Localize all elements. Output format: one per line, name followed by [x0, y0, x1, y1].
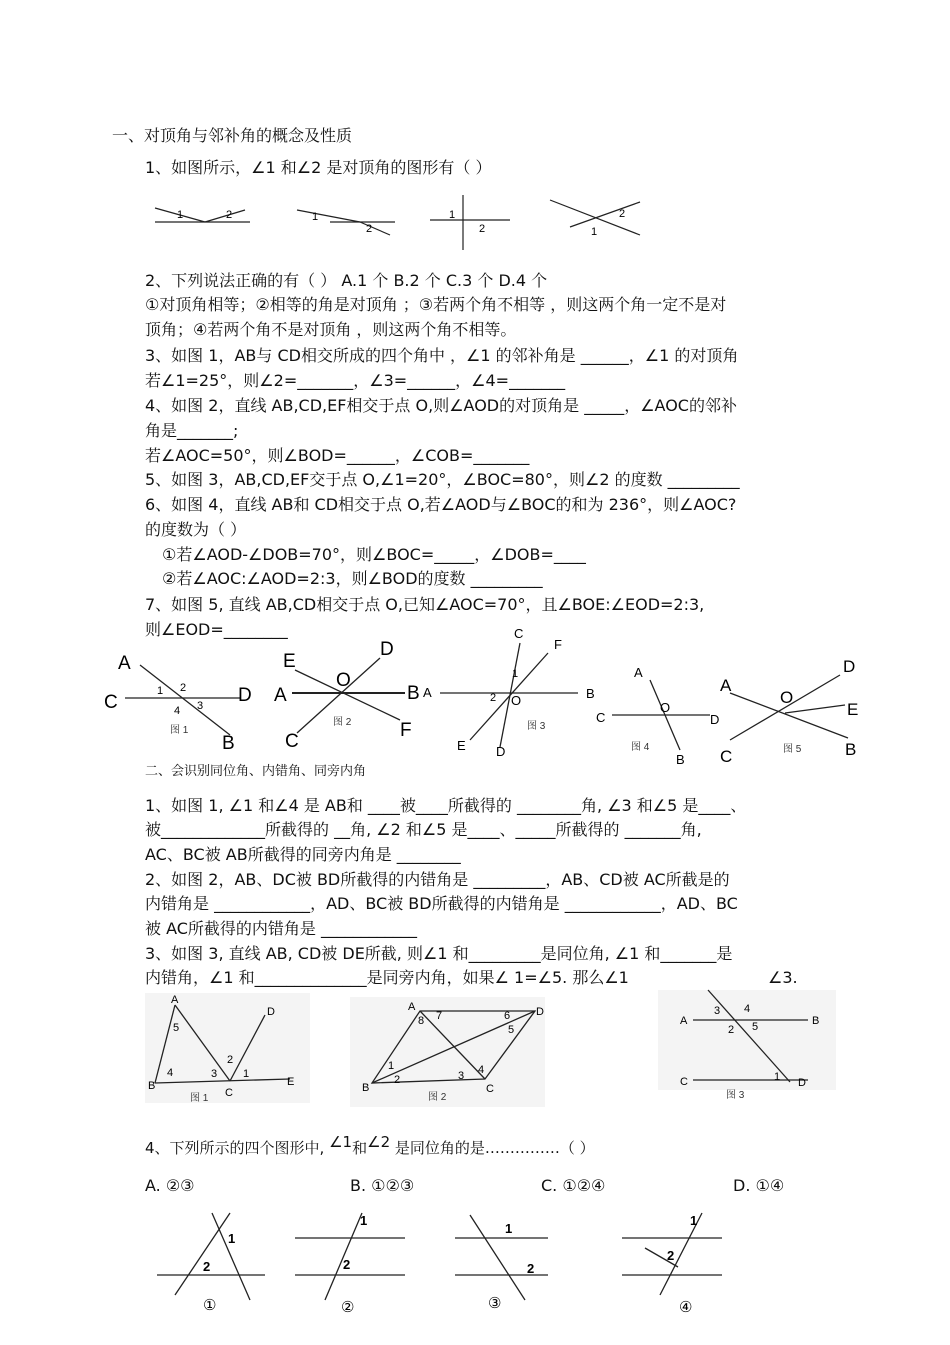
fig3-label-1: 1 — [512, 668, 519, 680]
photo-figure-1 — [145, 993, 310, 1103]
question-3-cont: 若∠1=25°，则∠2=_______，∠3=______，∠4=_______ — [145, 371, 566, 390]
p2-label-1: 1 — [388, 1060, 395, 1072]
fig4-label-o: O — [660, 700, 671, 715]
question-6-part1: ①若∠AOD-∠DOB=70°，则∠BOC=_____，∠DOB=____ — [162, 545, 586, 564]
p1-caption: 图 1 — [190, 1093, 209, 1104]
p3-label-a: A — [680, 1015, 688, 1027]
p2-label-b: B — [362, 1082, 370, 1094]
s2-question-1-cont2: AC、BC被 AB所截得的同旁内角是 ________ — [145, 845, 461, 864]
s2-question-3-tail: ∠3. — [768, 968, 798, 987]
fig3-label-c: C — [514, 626, 524, 641]
fig3-label-o: O — [511, 693, 522, 708]
p1-label-1: 1 — [243, 1068, 250, 1080]
fig2-angle-2: 2 — [366, 223, 373, 235]
fig3-label-f: F — [554, 637, 562, 652]
q4-angle2: ∠2 — [367, 1133, 391, 1151]
fig1-angle-1: 1 — [177, 209, 184, 221]
p2-caption: 图 2 — [428, 1092, 447, 1103]
p3-label-5: 5 — [752, 1021, 759, 1033]
photo-figure-3 — [658, 990, 836, 1101]
p2-label-3: 3 — [458, 1070, 465, 1082]
fig5-label-b: B — [845, 740, 857, 759]
q4-fig3-angle2: 2 — [527, 1261, 535, 1276]
s2-question-2: 2、如图 2，AB、DC被 BD所截得的内错角是 _________，AB、CD被 AC所截是的 — [145, 870, 730, 889]
s2-question-2-cont: 内错角是 ____________，AD、BC被 BD所截得的内错角是 ____________，AD、BC — [145, 894, 738, 913]
fig1-label-2: 2 — [180, 682, 187, 694]
question-7-cont: 则∠EOD=________ — [145, 620, 288, 639]
p1-label-a: A — [171, 994, 179, 1006]
q4-fig2-angle1: 1 — [360, 1213, 368, 1228]
fig2-label-b: B — [407, 683, 420, 704]
question-6-cont: 的度数为（ ） — [145, 520, 247, 539]
q4-fig1-angle2: 2 — [203, 1259, 211, 1274]
p1-label-2: 2 — [227, 1054, 234, 1066]
p3-label-3: 3 — [714, 1005, 721, 1017]
fig5-caption: 图 5 — [783, 744, 802, 755]
fig3-angle-2: 2 — [479, 223, 486, 235]
question-2-statements: ①对顶角相等；②相等的角是对顶角 ；③若两个角不相等 ，则这两个角一定不是对 — [145, 295, 727, 314]
q4-option-c: C. ①②④ — [541, 1176, 606, 1195]
q4-text-a: 4、下列所示的四个图形中, — [145, 1139, 325, 1157]
s2-question-2-cont2: 被 AC所截得的内错角是 ____________ — [145, 919, 418, 938]
p1-label-3: 3 — [211, 1068, 218, 1080]
fig2-angle-1: 1 — [312, 211, 319, 223]
fig5-label-a: A — [720, 676, 732, 695]
question-5: 5、如图 3，AB,CD,EF交于点 O,∠1=20°，∠BOC=80°，则∠2 的度数 _________ — [145, 470, 740, 489]
p1-label-c: C — [225, 1087, 233, 1099]
fig1-caption: 图 1 — [170, 725, 189, 736]
q4-and: 和 — [352, 1139, 368, 1157]
fig1-label-c: C — [104, 692, 118, 713]
q4-option-d: D. ①④ — [733, 1176, 785, 1195]
q4-fig4-angle2: 2 — [667, 1248, 675, 1263]
question-3: 3、如图 1，AB与 CD相交所成的四个角中 ，∠1 的邻补角是 ______，∠1 的对顶角 — [145, 346, 739, 365]
fig4-label-a: A — [634, 665, 643, 680]
section1-heading: 一、对顶角与邻补角的概念及性质 — [112, 126, 353, 145]
p3-label-c: C — [680, 1076, 688, 1088]
fig4-label-d: D — [710, 712, 720, 727]
fig1-label-a: A — [118, 653, 131, 674]
fig3-caption: 图 3 — [527, 721, 546, 732]
q4-fig2-angle2: 2 — [343, 1257, 351, 1272]
p1-label-5: 5 — [173, 1022, 180, 1034]
question-4-cont2: 若∠AOC=50°，则∠BOD=______，∠COB=_______ — [145, 446, 530, 465]
p2-label-c: C — [486, 1083, 494, 1095]
photo-figure-2 — [350, 997, 545, 1107]
p2-label-d: D — [536, 1006, 544, 1018]
q4-figures — [0, 1205, 950, 1320]
p1-label-4: 4 — [167, 1067, 174, 1079]
s2-question-3: 3、如图 3, 直线 AB, CD被 DE所截, 则∠1 和_________是同位角, ∠1 和_______是 — [145, 944, 733, 963]
q4-option-b: B. ①②③ — [350, 1176, 415, 1195]
s2-question-1-cont: 被_____________所截得的 __角, ∠2 和∠5 是____、_____所截得的 _______角, — [145, 820, 702, 839]
q4-prompt — [145, 1133, 595, 1158]
p3-label-2: 2 — [728, 1024, 735, 1036]
p1-label-b: B — [148, 1080, 156, 1092]
q4-angle1: ∠1 — [329, 1133, 353, 1151]
p2-label-5: 5 — [508, 1024, 515, 1036]
section1-figures — [0, 625, 950, 765]
question-6-part2: ②若∠AOC:∠AOD=2:3，则∠BOD的度数 _________ — [162, 569, 543, 588]
question-2: 2、下列说法正确的有（ ） A.1 个 B.2 个 C.3 个 D.4 个 — [145, 271, 548, 290]
p2-label-8: 8 — [418, 1015, 425, 1027]
q4-fig-label-3: ③ — [488, 1295, 502, 1312]
question-6: 6、如图 4，直线 AB和 CD相交于点 O,若∠AOD与∠BOC的和为 236°，则∠AOC? — [145, 495, 737, 514]
fig1-label-4: 4 — [174, 705, 181, 717]
fig1-angle-2: 2 — [226, 209, 233, 221]
fig2-label-a: A — [274, 685, 287, 706]
fig2-label-f: F — [400, 720, 412, 741]
p3-label-4: 4 — [744, 1003, 751, 1015]
q4-fig3-angle1: 1 — [505, 1221, 513, 1236]
fig5-label-o: O — [780, 688, 794, 707]
fig2-label-o: O — [336, 670, 351, 691]
question-1: 1、如图所示，∠1 和∠2 是对顶角的图形有（ ） — [145, 158, 492, 177]
q4-fig1-angle1: 1 — [228, 1231, 236, 1246]
fig1-label-b: B — [222, 733, 235, 754]
fig3-label-a: A — [423, 685, 432, 700]
fig1-label-d: D — [238, 685, 252, 706]
fig3-label-d: D — [496, 744, 506, 759]
q4-fig-label-2: ② — [341, 1299, 355, 1316]
p1-label-e: E — [287, 1076, 295, 1088]
fig2-label-d: D — [380, 639, 394, 660]
fig1-label-1: 1 — [157, 685, 164, 697]
question-7: 7、如图 5, 直线 AB,CD相交于点 O,已知∠AOC=70°，且∠BOE:∠EOD=2:3, — [145, 595, 705, 614]
p3-caption: 图 3 — [726, 1090, 745, 1101]
fig3-label-b: B — [586, 686, 595, 701]
fig5-label-d: D — [843, 657, 856, 676]
p3-label-1: 1 — [774, 1071, 781, 1083]
q4-fig-label-1: ① — [203, 1297, 217, 1314]
fig3-label-e: E — [457, 738, 466, 753]
fig4-label-b: B — [676, 752, 685, 767]
p2-label-2: 2 — [394, 1074, 401, 1086]
q4-text-b: 是同位角的是……………（ ） — [394, 1139, 595, 1157]
fig2-label-c: C — [285, 731, 299, 752]
p2-label-4: 4 — [478, 1064, 485, 1076]
p3-label-d: D — [798, 1077, 806, 1089]
question-4-cont: 角是_______; — [145, 421, 239, 440]
s2-question-3-cont: 内错角，∠1 和______________是同旁内角，如果∠ 1=∠5. 那么∠1 — [145, 968, 629, 987]
question-4: 4、如图 2，直线 AB,CD,EF相交于点 O,则∠AOD的对顶角是 _____，∠AOC的邻补 — [145, 396, 737, 415]
question-2-statements-cont: 顶角；④若两个角不是对顶角 ，则这两个角不相等。 — [145, 320, 517, 339]
s2-question-1: 1、如图 1, ∠1 和∠4 是 AB和 ____被____所截得的 ________角, ∠3 和∠5 是____、 — [145, 796, 747, 815]
fig4-angle-2: 2 — [619, 208, 626, 220]
q4-option-a: A. ②③ — [145, 1176, 195, 1195]
p1-label-d: D — [267, 1006, 275, 1018]
fig4-angle-1: 1 — [591, 226, 598, 238]
fig3-angle-1: 1 — [449, 209, 456, 221]
fig4-label-c: C — [596, 710, 606, 725]
fig2-label-e: E — [283, 651, 296, 672]
p2-label-a: A — [408, 1001, 416, 1013]
fig5-label-c: C — [720, 747, 733, 766]
q4-fig-label-4: ④ — [679, 1299, 693, 1316]
fig2-caption: 图 2 — [333, 717, 352, 728]
p2-label-6: 6 — [504, 1010, 511, 1022]
q1-figures — [0, 190, 950, 240]
fig3-label-2: 2 — [490, 692, 497, 704]
p2-label-7: 7 — [436, 1010, 443, 1022]
p3-label-b: B — [812, 1015, 820, 1027]
fig4-caption: 图 4 — [631, 742, 650, 753]
fig5-label-e: E — [847, 700, 859, 719]
q4-fig4-angle1: 1 — [690, 1213, 698, 1228]
fig1-label-3: 3 — [197, 700, 204, 712]
section2-heading: 二、会识别同位角、内错角、同旁内角 — [145, 764, 367, 779]
